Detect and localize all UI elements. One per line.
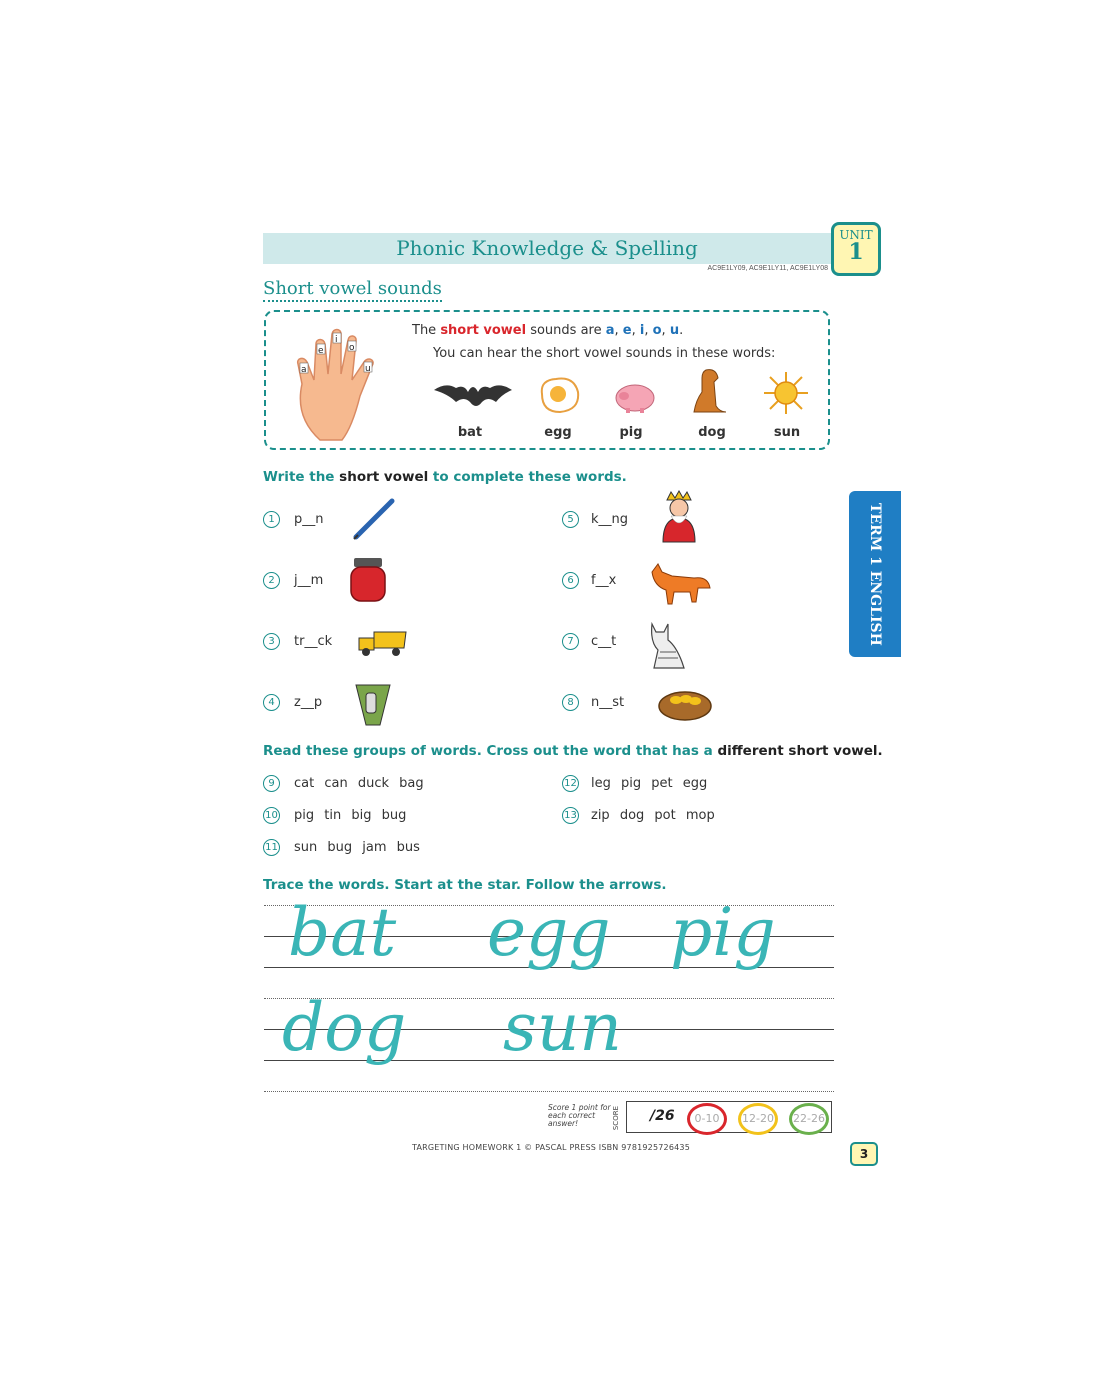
curriculum-codes: AC9E1LY09, AC9E1LY11, AC9E1LY08 [707,265,828,272]
exercise-1-instructions: Write the short vowel to complete these words. [263,469,627,485]
info-line-2: You can hear the short vowel sounds in these words: [433,346,776,361]
question-number: 5 [562,511,579,528]
question-number: 10 [263,807,280,824]
fill-blank-word[interactable]: p__n [294,512,324,527]
sun-icon [762,370,810,416]
king-icon [655,490,703,546]
hand-letter: e [318,346,324,356]
hand-icon [290,322,400,444]
hand-letter: o [349,343,355,353]
side-tab-label: TERM 1 ENGLISH [867,502,883,646]
cat-icon [646,620,690,670]
footer: TARGETING HOMEWORK 1 © PASCAL PRESS ISBN 9781925726435 [412,1143,691,1152]
question-number: 13 [562,807,579,824]
fill-blank-word[interactable]: z__p [294,695,323,710]
word-group[interactable]: pig tin big bug [294,808,407,823]
question-number: 7 [562,633,579,650]
fox-icon [648,562,712,606]
score-total[interactable]: /26 [650,1108,675,1124]
jam-jar-icon [348,556,388,604]
egg-icon [536,374,582,416]
fill-blank-word[interactable]: tr__ck [294,634,333,649]
question-number: 11 [263,839,280,856]
word-label: dog [698,425,726,440]
short-vowel-highlight: short vowel [440,323,527,338]
question-number: 9 [263,775,280,792]
question-number: 4 [263,694,280,711]
word-group[interactable]: cat can duck bag [294,776,424,791]
question-number: 12 [562,775,579,792]
word-label: sun [773,425,801,440]
question-number: 2 [263,572,280,589]
score-note: Score 1 point for each correct answer! [548,1103,611,1128]
word-label: pig [619,425,643,440]
question-number: 1 [263,511,280,528]
hand-letter: i [335,335,338,345]
fill-blank-word[interactable]: k__ng [591,512,629,527]
fill-blank-word[interactable]: c__t [591,634,617,649]
info-line-1: The short vowel sounds are a, e, i, o, u. [412,323,684,338]
dog-icon [690,366,730,416]
score-range: 0-10 [687,1103,727,1135]
exercise-3-instructions: Trace the words. Start at the star. Follow the arrows. [263,877,667,893]
fill-blank-word[interactable]: f__x [591,573,617,588]
word-group[interactable]: sun bug jam bus [294,840,420,855]
unit-number: 1 [848,239,864,265]
word-group[interactable]: leg pig pet egg [591,776,708,791]
score-range: 22-26 [789,1103,829,1135]
page-title: Phonic Knowledge & Spelling [396,236,698,260]
page-number: 3 [850,1142,878,1166]
fill-blank-word[interactable]: j__m [294,573,324,588]
score-label: SCORE [612,1106,620,1131]
trace-word[interactable]: bat [288,894,397,971]
pig-icon [612,378,658,414]
trace-word[interactable]: egg [487,894,611,971]
trace-word[interactable]: dog [282,989,407,1066]
exercise-2-instructions: Read these groups of words. Cross out the word that has a different short vowel. [263,743,883,759]
pen-icon [350,495,398,541]
zip-icon [352,683,394,727]
word-label: bat [457,425,483,440]
question-number: 8 [562,694,579,711]
truck-icon [356,628,408,658]
word-label: egg [544,425,572,440]
hand-letter: u [365,364,371,374]
unit-badge [831,222,881,276]
nest-icon [656,686,714,722]
question-number: 3 [263,633,280,650]
trace-word[interactable]: sun [503,989,622,1066]
hand-letter: a [301,365,307,375]
question-number: 6 [562,572,579,589]
word-group[interactable]: zip dog pot mop [591,808,715,823]
section-title: Short vowel sounds [263,278,442,302]
score-range: 12-20 [738,1103,778,1135]
writing-line [264,1091,834,1092]
unit-label: UNIT [839,228,873,242]
trace-word[interactable]: pig [670,894,776,971]
fill-blank-word[interactable]: n__st [591,695,625,710]
bat-icon [432,380,514,414]
